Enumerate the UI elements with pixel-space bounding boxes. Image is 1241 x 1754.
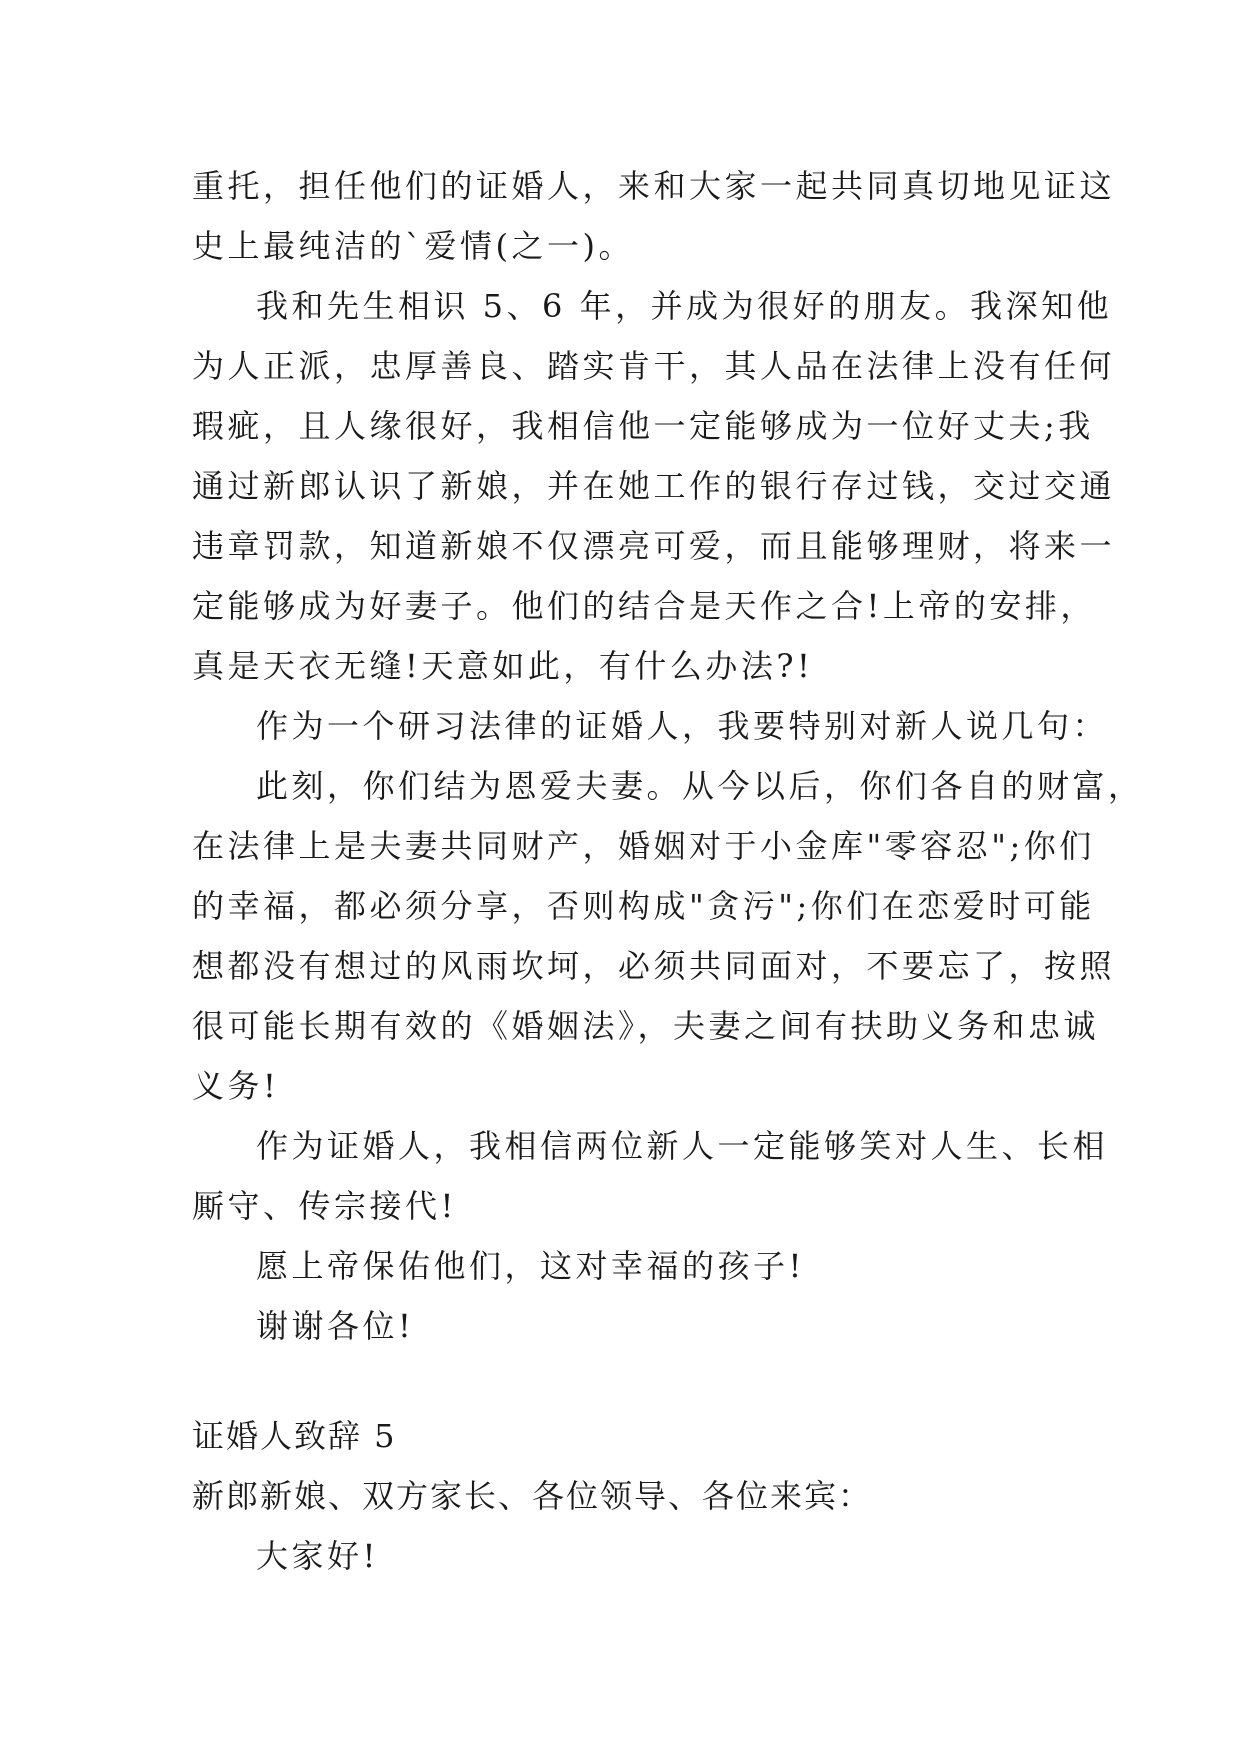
paragraph-line: 作为证婚人，我相信两位新人一定能够笑对人生、长相 [256, 1127, 1109, 1165]
salutation-line: 新郎新娘、双方家长、各位领导、各位来宾： [192, 1477, 873, 1515]
paragraph-line: 在法律上是夫妻共同财产，婚姻对于小金库"零容忍";你们 [192, 827, 1095, 865]
paragraph-line: 义务! [192, 1067, 280, 1105]
paragraph-line: 史上最纯洁的`爱情(之一)。 [192, 227, 634, 265]
paragraph-line: 定能够成为好妻子。他们的结合是天作之合!上帝的安排， [192, 587, 1096, 625]
paragraph-line: 愿上帝保佑他们，这对幸福的孩子! [256, 1247, 805, 1285]
paragraph-line: 很可能长期有效的《婚姻法》，夫妻之间有扶助义务和忠诚 [192, 1007, 1100, 1045]
paragraph-line: 瑕疵，且人缘很好，我相信他一定能够成为一位好丈夫;我 [192, 407, 1094, 445]
paragraph-line: 重托，担任他们的证婚人，来和大家一起共同真切地见证这 [192, 167, 1116, 205]
paragraph-line: 为人正派，忠厚善良、踏实肯干，其人品在法律上没有任何 [192, 347, 1116, 385]
paragraph-line: 想都没有想过的风雨坎坷，必须共同面对，不要忘了，按照 [192, 947, 1116, 985]
paragraph-line: 谢谢各位! [256, 1307, 415, 1345]
paragraph-line: 通过新郎认识了新娘，并在她工作的银行存过钱，交过交通 [192, 467, 1116, 505]
paragraph-line: 的幸福，都必须分享，否则构成"贪污";你们在恋爱时可能 [192, 887, 1095, 925]
paragraph-line: 厮守、传宗接代! [192, 1187, 457, 1225]
paragraph-line: 真是天衣无缝!天意如此，有什么办法?! [192, 647, 814, 685]
paragraph-line: 我和先生相识 5、6 年，并成为很好的朋友。我深知他 [256, 287, 1113, 325]
greeting-line: 大家好! [256, 1537, 379, 1575]
section-heading: 证婚人致辞 5 [192, 1417, 397, 1455]
paragraph-line: 违章罚款，知道新娘不仅漂亮可爱，而且能够理财，将来一 [192, 527, 1116, 565]
paragraph-line: 作为一个研习法律的证婚人，我要特别对新人说几句： [256, 707, 1109, 745]
paragraph-line: 此刻，你们结为恩爱夫妻。从今以后，你们各自的财富， [256, 767, 1144, 805]
